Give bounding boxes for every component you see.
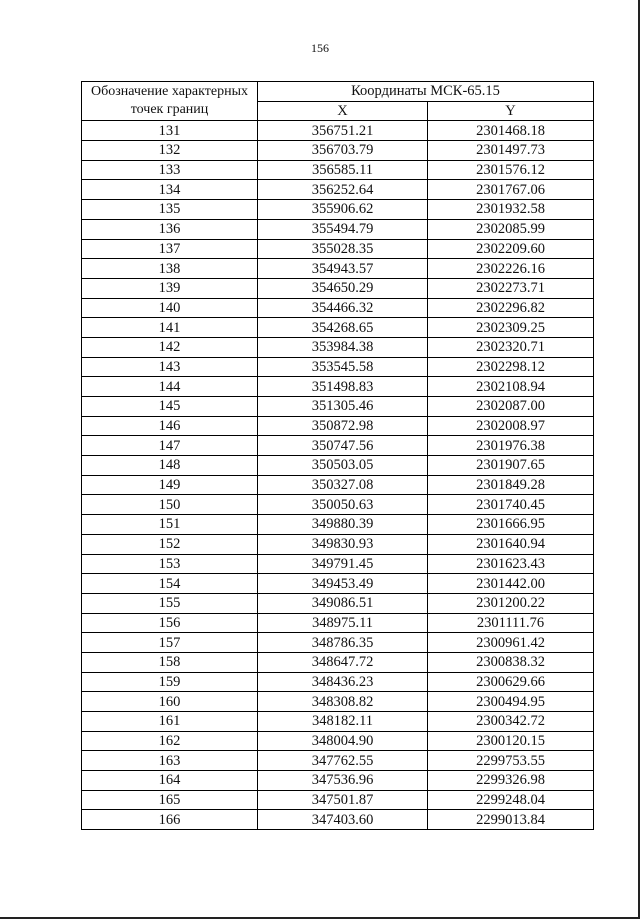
x-coordinate-cell: 354650.29 bbox=[258, 278, 428, 298]
table-row bbox=[82, 810, 594, 830]
y-coordinate-cell: 2301666.95 bbox=[428, 515, 594, 535]
point-number-cell: 142 bbox=[82, 337, 258, 357]
x-coordinate-cell: 347536.96 bbox=[258, 771, 428, 791]
point-number-cell: 158 bbox=[82, 652, 258, 672]
table-row bbox=[82, 436, 594, 456]
table-row bbox=[82, 239, 594, 259]
y-coordinate-cell: 2301576.12 bbox=[428, 160, 594, 180]
table-row bbox=[82, 357, 594, 377]
point-number-cell: 166 bbox=[82, 810, 258, 830]
x-coordinate-cell: 348786.35 bbox=[258, 633, 428, 653]
table-row bbox=[82, 790, 594, 810]
y-coordinate-cell: 2299326.98 bbox=[428, 771, 594, 791]
table-row bbox=[82, 298, 594, 318]
x-coordinate-cell: 356585.11 bbox=[258, 160, 428, 180]
x-coordinate-cell: 348308.82 bbox=[258, 692, 428, 712]
y-column-header: Y bbox=[428, 101, 594, 121]
table-row bbox=[82, 534, 594, 554]
table-row bbox=[82, 397, 594, 417]
point-number-cell: 165 bbox=[82, 790, 258, 810]
point-designation-header bbox=[82, 82, 258, 121]
y-coordinate-cell: 2299248.04 bbox=[428, 790, 594, 810]
x-coordinate-cell: 356703.79 bbox=[258, 141, 428, 161]
x-coordinate-cell: 347762.55 bbox=[258, 751, 428, 771]
y-coordinate-cell: 2301497.73 bbox=[428, 141, 594, 161]
x-coordinate-cell: 353545.58 bbox=[258, 357, 428, 377]
point-number-cell: 132 bbox=[82, 141, 258, 161]
x-coordinate-cell: 348647.72 bbox=[258, 652, 428, 672]
point-number-cell: 143 bbox=[82, 357, 258, 377]
x-coordinate-cell: 350747.56 bbox=[258, 436, 428, 456]
y-coordinate-cell: 2300494.95 bbox=[428, 692, 594, 712]
table-row bbox=[82, 121, 594, 141]
table-row bbox=[82, 672, 594, 692]
point-number-cell: 148 bbox=[82, 456, 258, 476]
y-coordinate-cell: 2301976.38 bbox=[428, 436, 594, 456]
y-coordinate-cell: 2302298.12 bbox=[428, 357, 594, 377]
table-row bbox=[82, 337, 594, 357]
point-number-cell: 138 bbox=[82, 259, 258, 279]
y-coordinate-cell: 2302320.71 bbox=[428, 337, 594, 357]
point-number-cell: 162 bbox=[82, 731, 258, 751]
x-coordinate-cell: 354943.57 bbox=[258, 259, 428, 279]
table-row bbox=[82, 200, 594, 220]
point-number-cell: 135 bbox=[82, 200, 258, 220]
point-number-cell: 134 bbox=[82, 180, 258, 200]
y-coordinate-cell: 2301849.28 bbox=[428, 475, 594, 495]
y-coordinate-cell: 2301442.00 bbox=[428, 574, 594, 594]
table-row bbox=[82, 593, 594, 613]
point-number-cell: 131 bbox=[82, 121, 258, 141]
point-number-cell: 139 bbox=[82, 278, 258, 298]
x-column-header: X bbox=[258, 101, 428, 121]
x-coordinate-cell: 349880.39 bbox=[258, 515, 428, 535]
table-row bbox=[82, 219, 594, 239]
point-number-cell: 150 bbox=[82, 495, 258, 515]
x-coordinate-cell: 347403.60 bbox=[258, 810, 428, 830]
x-coordinate-cell: 355906.62 bbox=[258, 200, 428, 220]
x-coordinate-cell: 354466.32 bbox=[258, 298, 428, 318]
table-row bbox=[82, 456, 594, 476]
point-number-cell: 157 bbox=[82, 633, 258, 653]
table-row bbox=[82, 475, 594, 495]
coordinates-table bbox=[81, 81, 594, 830]
table-row bbox=[82, 141, 594, 161]
y-coordinate-cell: 2300629.66 bbox=[428, 672, 594, 692]
table-row bbox=[82, 574, 594, 594]
y-coordinate-cell: 2300342.72 bbox=[428, 712, 594, 732]
x-coordinate-cell: 356751.21 bbox=[258, 121, 428, 141]
point-number-cell: 137 bbox=[82, 239, 258, 259]
x-coordinate-cell: 350872.98 bbox=[258, 416, 428, 436]
point-number-cell: 156 bbox=[82, 613, 258, 633]
x-coordinate-cell: 349453.49 bbox=[258, 574, 428, 594]
y-coordinate-cell: 2301640.94 bbox=[428, 534, 594, 554]
x-coordinate-cell: 347501.87 bbox=[258, 790, 428, 810]
table-row bbox=[82, 731, 594, 751]
y-coordinate-cell: 2302008.97 bbox=[428, 416, 594, 436]
y-coordinate-cell: 2301907.65 bbox=[428, 456, 594, 476]
table-row bbox=[82, 495, 594, 515]
point-number-cell: 154 bbox=[82, 574, 258, 594]
y-coordinate-cell: 2302108.94 bbox=[428, 377, 594, 397]
x-coordinate-cell: 349791.45 bbox=[258, 554, 428, 574]
x-coordinate-cell: 349830.93 bbox=[258, 534, 428, 554]
y-coordinate-cell: 2302085.99 bbox=[428, 219, 594, 239]
x-coordinate-cell: 350050.63 bbox=[258, 495, 428, 515]
y-coordinate-cell: 2301623.43 bbox=[428, 554, 594, 574]
table-row bbox=[82, 554, 594, 574]
x-coordinate-cell: 355494.79 bbox=[258, 219, 428, 239]
y-coordinate-cell: 2301932.58 bbox=[428, 200, 594, 220]
table-row bbox=[82, 771, 594, 791]
y-coordinate-cell: 2302087.00 bbox=[428, 397, 594, 417]
x-coordinate-cell: 351498.83 bbox=[258, 377, 428, 397]
table-row bbox=[82, 180, 594, 200]
y-coordinate-cell: 2300120.15 bbox=[428, 731, 594, 751]
table-row bbox=[82, 712, 594, 732]
x-coordinate-cell: 348975.11 bbox=[258, 613, 428, 633]
x-coordinate-cell: 353984.38 bbox=[258, 337, 428, 357]
point-designation-header-line1: Обозначение характерных bbox=[91, 84, 248, 100]
coordinates-group-header: Координаты МСК-65.15 bbox=[258, 82, 594, 102]
y-coordinate-cell: 2301468.18 bbox=[428, 121, 594, 141]
x-coordinate-cell: 356252.64 bbox=[258, 180, 428, 200]
table-body bbox=[82, 121, 594, 830]
x-coordinate-cell: 348182.11 bbox=[258, 712, 428, 732]
y-coordinate-cell: 2301767.06 bbox=[428, 180, 594, 200]
point-number-cell: 147 bbox=[82, 436, 258, 456]
table-row bbox=[82, 515, 594, 535]
point-number-cell: 155 bbox=[82, 593, 258, 613]
y-coordinate-cell: 2299753.55 bbox=[428, 751, 594, 771]
table-row bbox=[82, 652, 594, 672]
point-number-cell: 146 bbox=[82, 416, 258, 436]
page-number: 156 bbox=[311, 41, 329, 55]
point-number-cell: 133 bbox=[82, 160, 258, 180]
x-coordinate-cell: 350327.08 bbox=[258, 475, 428, 495]
y-coordinate-cell: 2301111.76 bbox=[428, 613, 594, 633]
point-number-cell: 153 bbox=[82, 554, 258, 574]
y-coordinate-cell: 2301200.22 bbox=[428, 593, 594, 613]
table-row bbox=[82, 278, 594, 298]
y-coordinate-cell: 2300961.42 bbox=[428, 633, 594, 653]
point-number-cell: 152 bbox=[82, 534, 258, 554]
table-row bbox=[82, 259, 594, 279]
point-number-cell: 159 bbox=[82, 672, 258, 692]
x-coordinate-cell: 348004.90 bbox=[258, 731, 428, 751]
point-number-cell: 149 bbox=[82, 475, 258, 495]
y-coordinate-cell: 2300838.32 bbox=[428, 652, 594, 672]
y-coordinate-cell: 2302273.71 bbox=[428, 278, 594, 298]
point-number-cell: 160 bbox=[82, 692, 258, 712]
x-coordinate-cell: 354268.65 bbox=[258, 318, 428, 338]
point-number-cell: 144 bbox=[82, 377, 258, 397]
table-row bbox=[82, 751, 594, 771]
y-coordinate-cell: 2302309.25 bbox=[428, 318, 594, 338]
y-coordinate-cell: 2302296.82 bbox=[428, 298, 594, 318]
point-number-cell: 164 bbox=[82, 771, 258, 791]
point-number-cell: 145 bbox=[82, 397, 258, 417]
table-row bbox=[82, 613, 594, 633]
y-coordinate-cell: 2299013.84 bbox=[428, 810, 594, 830]
table-row bbox=[82, 692, 594, 712]
point-number-cell: 161 bbox=[82, 712, 258, 732]
x-coordinate-cell: 348436.23 bbox=[258, 672, 428, 692]
table-row bbox=[82, 377, 594, 397]
point-number-cell: 136 bbox=[82, 219, 258, 239]
x-coordinate-cell: 349086.51 bbox=[258, 593, 428, 613]
x-coordinate-cell: 351305.46 bbox=[258, 397, 428, 417]
point-number-cell: 141 bbox=[82, 318, 258, 338]
table-row bbox=[82, 633, 594, 653]
x-coordinate-cell: 350503.05 bbox=[258, 456, 428, 476]
point-number-cell: 140 bbox=[82, 298, 258, 318]
x-coordinate-cell: 355028.35 bbox=[258, 239, 428, 259]
point-designation-header-line2: точек границ bbox=[130, 102, 209, 118]
y-coordinate-cell: 2302226.16 bbox=[428, 259, 594, 279]
table-row bbox=[82, 416, 594, 436]
y-coordinate-cell: 2301740.45 bbox=[428, 495, 594, 515]
table-row bbox=[82, 318, 594, 338]
point-number-cell: 151 bbox=[82, 515, 258, 535]
table-row bbox=[82, 160, 594, 180]
y-coordinate-cell: 2302209.60 bbox=[428, 239, 594, 259]
point-number-cell: 163 bbox=[82, 751, 258, 771]
